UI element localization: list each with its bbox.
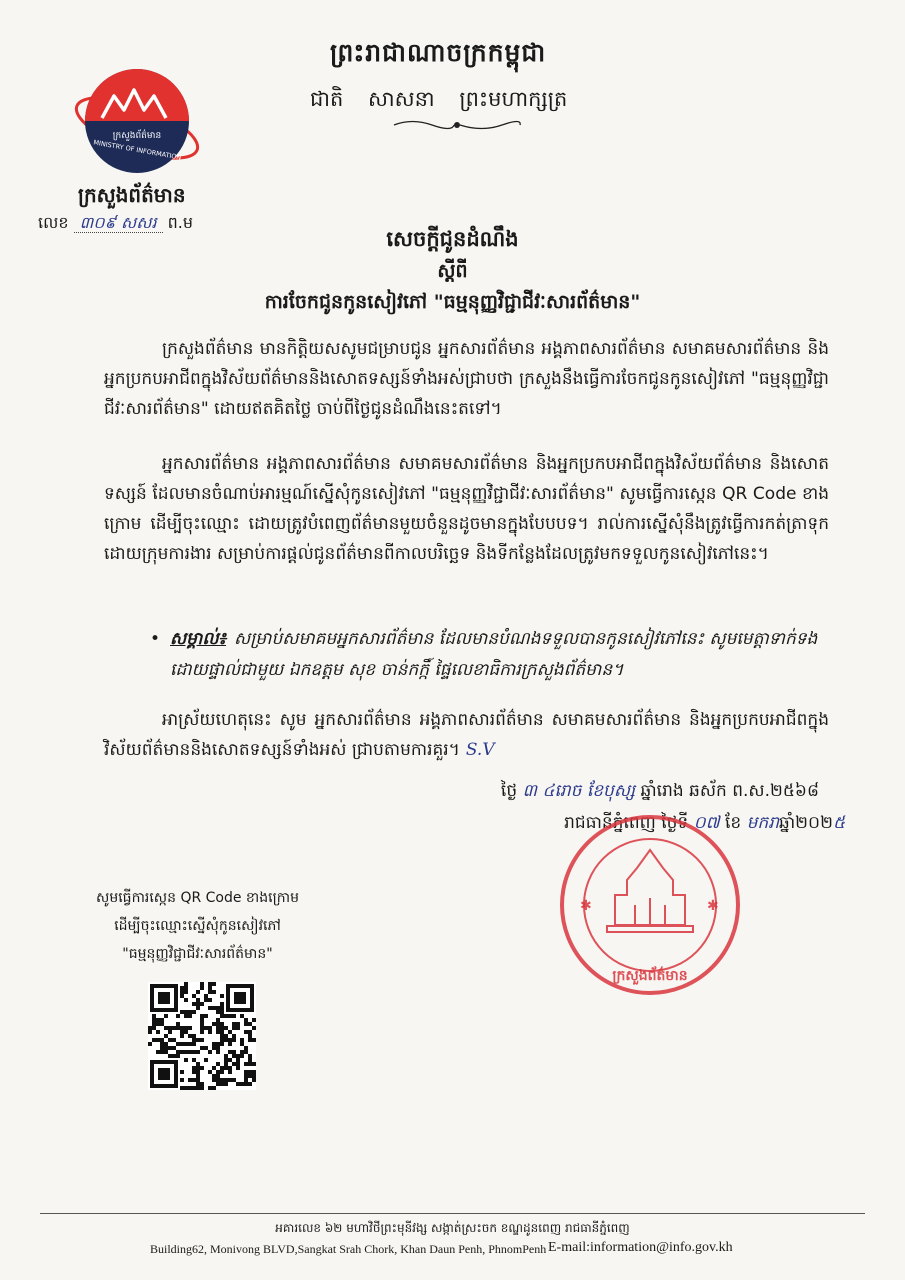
lunar-prefix: ថ្ងៃ <box>500 781 518 801</box>
svg-text:✱: ✱ <box>707 898 719 914</box>
logo-text-en: MINISTRY OF INFORMATION <box>92 138 182 162</box>
solar-day: ០៧ <box>693 813 720 833</box>
solar-year-hand: ៥ <box>832 813 845 833</box>
paragraph-3 <box>104 705 829 765</box>
ref-prefix: លេខ <box>38 213 69 232</box>
footer-email: E-mail:information@info.gov.kh <box>548 1240 733 1255</box>
paragraph-1: ក្រសួងព័ត៌មាន មានកិត្តិយសសូមជម្រាបជូន អ្នកសារព័ត៌មាន អង្គភាពសារព័ត៌មាន សមាគមសារព័ត៌មាន និងអ្នកប្រកបអាជីពក្នុងវិស័យព័ត៌មាននិងសោតទស្សន៍ទាំងអស់ជ្រាបថា ក្រសួងនឹងធ្វើការចែកជូនកូនសៀវភៅ "ធម្មនុញ្ញវិជ្ជាជីវៈសារព័ត៌មាន" ដោយឥតគិតថ្លៃ ចាប់ពីថ្ងៃជូនដំណឹងនេះតទៅ។ <box>104 339 829 419</box>
svg-text:✱: ✱ <box>580 898 592 914</box>
solar-month: មករា <box>746 813 779 833</box>
ref-number: ៣០៩ សសរ <box>74 213 163 233</box>
lunar-date <box>501 780 819 805</box>
qr-caption-line-3: "ធម្មនុញ្ញវិជ្ជាជីវៈសារព័ត៌មាន" <box>122 946 273 962</box>
national-motto: ជាតិ សាសនា ព្រះមហាក្សត្រ <box>310 87 568 111</box>
notice-title: សេចក្តីជូនដំណឹង <box>386 227 519 251</box>
notice-subject: ការចែកជូនកូនសៀវភៅ "ធម្មនុញ្ញវិជ្ជាជីវៈសារព័ត៌មាន" <box>264 291 641 313</box>
qr-caption <box>60 884 335 968</box>
kingdom-heading: ព្រះរាជាណាចក្រកម្ពុជា <box>330 38 547 67</box>
footer-divider <box>40 1213 865 1214</box>
ministry-logo-icon <box>70 66 205 176</box>
notice-subtitle: ស្តីពី <box>437 260 468 282</box>
note-label: សម្គាល់៖ <box>170 629 227 649</box>
bullet-icon: • <box>150 629 161 649</box>
solar-prefix: រាជធានីភ្នំពេញ ថ្ងៃទី <box>564 813 689 833</box>
footer-address-en: Building62, Monivong BLVD,Sangkat Srah Chork, Khan Daun Penh, PhnomPenh <box>150 1242 547 1256</box>
qr-caption-line-2: ដើម្បីចុះឈ្មោះស្នើសុំកូនសៀវភៅ <box>114 918 281 934</box>
footer-address-kh: អគារលេខ ៦២ មហាវិថីព្រះមុនីវង្ស សង្កាត់ស្រះចក ខណ្ឌដូនពេញ រាជធានីភ្នំពេញ <box>275 1221 630 1235</box>
lunar-handwritten: ៣ ៤រោច ខែបុស្ស <box>522 781 636 801</box>
handwritten-initials: S.V <box>465 740 495 760</box>
lunar-suffix: ឆ្នាំរោង ឆស័ក ព.ស.២៥៦៨ <box>640 781 819 801</box>
solar-year-label: ឆ្នាំ២០២ <box>778 813 833 833</box>
note-text: សម្រាប់សមាគមអ្នកសារព័ត៌មាន ដែលមានបំណងទទួលបានកូនសៀវភៅនេះ សូមមេត្តាទាក់ទងដោយផ្ទាល់ជាមួយ ឯកឧត្តម សុខ ចាន់កក្កិ៍ ផ្ទៃលេខាធិការក្រសួងព័ត៌មាន។ <box>170 629 818 680</box>
solar-month-label: ខែ <box>725 813 742 833</box>
official-stamp-icon <box>555 810 745 1000</box>
paragraph-2: អ្នកសារព័ត៌មាន អង្គភាពសារព័ត៌មាន សមាគមសារព័ត៌មាន និងអ្នកប្រកបអាជីពក្នុងវិស័យព័ត៌មាន និងសោតទស្សន៍ ដែលមានចំណាប់អារម្មណ៍ស្នើសុំកូនសៀវភៅ "ធម្មនុញ្ញវិជ្ជាជីវៈសារព័ត៌មាន" សូមធ្វើការស្កេន QR Code ខាងក្រោម ដើម្បីចុះឈ្មោះ ដោយត្រូវបំពេញព័ត៌មានមួយចំនួនដូចមានក្នុងបែបបទ។ រាល់ការស្នើសុំនឹងត្រូវធ្វើការកត់ត្រាទុកដោយក្រុមការងារ សម្រាប់ការផ្តល់ជូនព័ត៌មានពីកាលបរិច្ឆេទ និងទីកន្លែងដែលត្រូវមកទទួលកូនសៀវភៅនេះ។ <box>104 454 829 564</box>
note-item <box>150 624 850 686</box>
ref-suffix: ព.ម <box>167 213 194 232</box>
stamp-text: ក្រសួងព័ត៌មាន <box>612 968 688 984</box>
qr-code-icon[interactable] <box>148 982 256 1090</box>
logo-text-kh: ក្រសួងព័ត៌មាន <box>112 131 162 141</box>
ministry-name: ក្រសួងព័ត៌មាន <box>78 183 186 207</box>
ornament-divider-icon <box>392 118 522 132</box>
paragraph-3-text: អាស្រ័យហេតុនេះ សូម អ្នកសារព័ត៌មាន អង្គភាពសារព័ត៌មាន សមាគមសារព័ត៌មាន និងអ្នកប្រកបអាជីពក្នុងវិស័យព័ត៌មាននិងសោតទស្សន៍ទាំងអស់ ជ្រាបតាមការគួរ។ <box>104 710 829 760</box>
qr-caption-line-1: សូមធ្វើការស្កេន QR Code ខាងក្រោម <box>96 890 299 906</box>
